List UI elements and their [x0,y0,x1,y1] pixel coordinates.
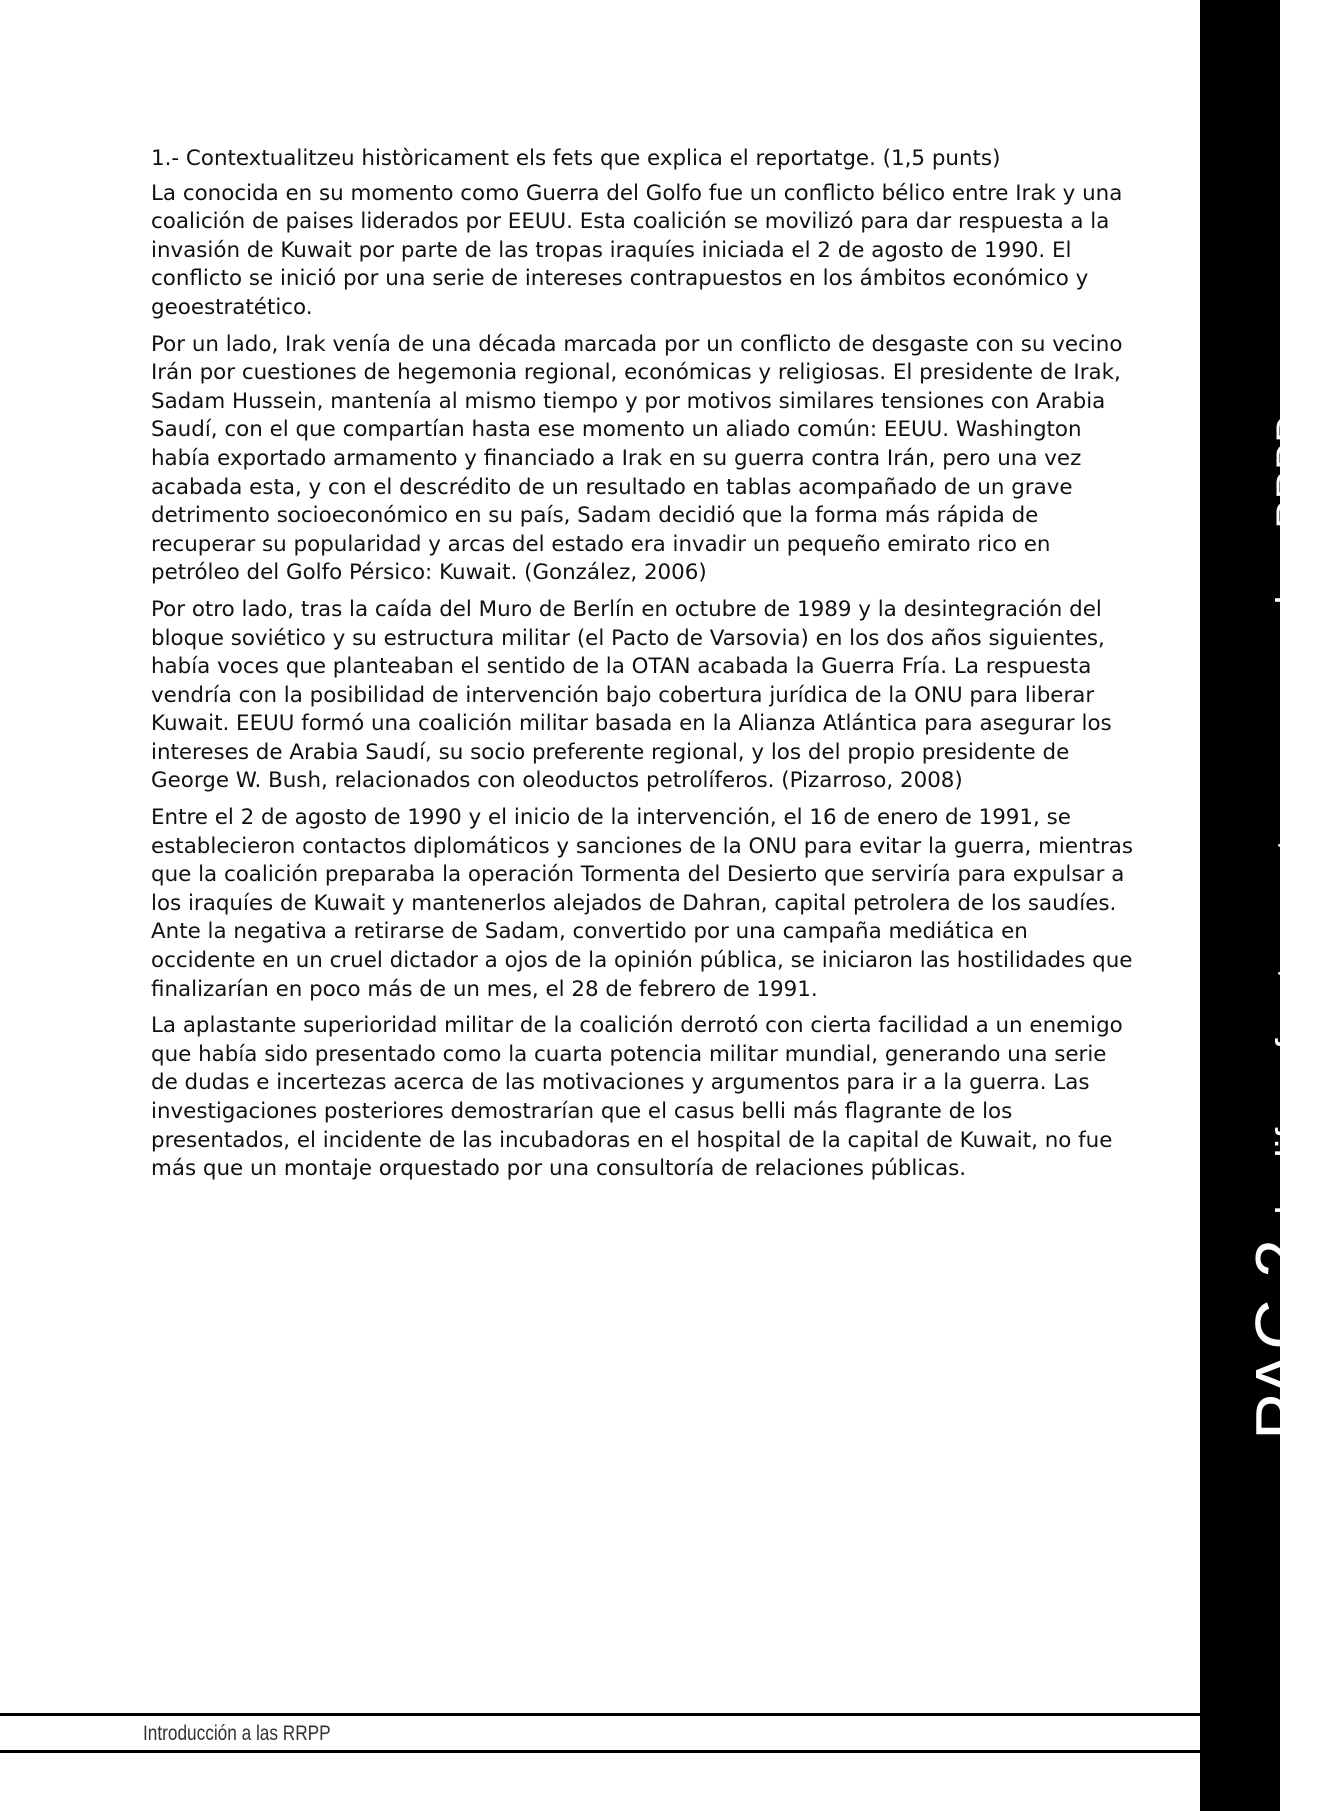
question-heading: 1.- Contextualitzeu històricament els fets que explica el reportatge. (1,5 punts) [151,146,1001,171]
paragraph-2: Por un lado, Irak venía de una década marcada por un conflicto de desgaste con su vecino Irán por cuestiones de hegemonia regional, económicas y religiosas. El presidente de Irak, Sadam Hussein, mantenía al mismo tiempo y por motivos similares tensiones con Arabia Saudí, con el que compartían hasta ese momento un aliado común: EEUU. Washington había exportado armamento y financiado a Irak en su guerra contra Irán, pero una vez acabada esta, y con el descrédito de un resultado en tablas acompañado de un grave detrimento socioeconómico en su país, Sadam decidió que la forma más rápida de recuperar su popularidad y arcas del estado era invadir un pequeño emirato rico en petróleo del Golfo Pérsico: Kuwait. (González, 2006) [151,331,1123,586]
side-title [1240,415,1320,1440]
paragraph-3: Por otro lado, tras la caída del Muro de Berlín en octubre de 1989 y la desintegración del bloque soviético y su estructura militar (el Pacto de Varsovia) en los dos años siguientes, había voces que planteaban el sentido de la OTAN acabada la Guerra Fría. La respuesta vendría con la posibilidad de intervención bajo cobertura jurídica de la ONU para liberar Kuwait. EEUU formó una coalición militar basada en la Alianza Atlántica para asegurar los intereses de Arabia Saudí, su socio preferente regional, y los del propio presidente de George W. Bush, relacionados con oleoductos petrolíferos. (Pizarroso, 2008) [151,596,1112,794]
side-title-pac: PAC 2 [1241,1237,1319,1440]
paragraph-5: La aplastante superioridad militar de la coalición derrotó con cierta facilidad a un enemigo que había sido presentado como la cuarta potencia militar mundial, generando una serie de dudas e incertezas acerca de las motivaciones y argumentos para ir a la guerra. Las investigaciones posteriores demostrarían que el casus belli más flagrante de los presentados, el incidente de las incubadoras en el hospital de la capital de Kuwait, no fue más que un montaje orquestado por una consultoría de relaciones públicas. [151,1013,1123,1182]
main-content [151,145,1136,1192]
paragraph-4: Entre el 2 de agosto de 1990 y el inicio de la intervención, el 16 de enero de 1991, se establecieron contactos diplomáticos y sanciones de la ONU para evitar la guerra, mientras que la coalición preparaba la operación Tormenta del Desierto que serviría para expulsar a los iraquíes de Kuwait y mantenerlos alejados de Dahran, capital petrolera de los saudíes. Ante la negativa a retirarse de Sadam, convertido por una campaña mediática en occidente en un cruel dictador a ojos de la opinión pública, se iniciaron las hostilidades que finalizarían en poco más de un mes, el 28 de febrero de 1991. [151,805,1134,1002]
footer-rule-bottom [0,1750,1200,1753]
footer-label: Introducción a las RRPP [143,1722,331,1745]
side-title-subtitle: : la difusa frontera entre propaganda y RRPP [1269,415,1313,1238]
paragraph-1: La conocida en su momento como Guerra del Golfo fue un conflicto bélico entre Irak y una coalición de paises liderados por EEUU. Esta coalición se movilizó para dar respuesta a la invasión de Kuwait por parte de las tropas iraquíes iniciada el 2 de agosto de 1990. El conflicto se inició por una serie de intereses contrapuestos en los ámbitos económico y geoestratético. [151,180,1123,320]
footer-rule-top [0,1713,1200,1716]
